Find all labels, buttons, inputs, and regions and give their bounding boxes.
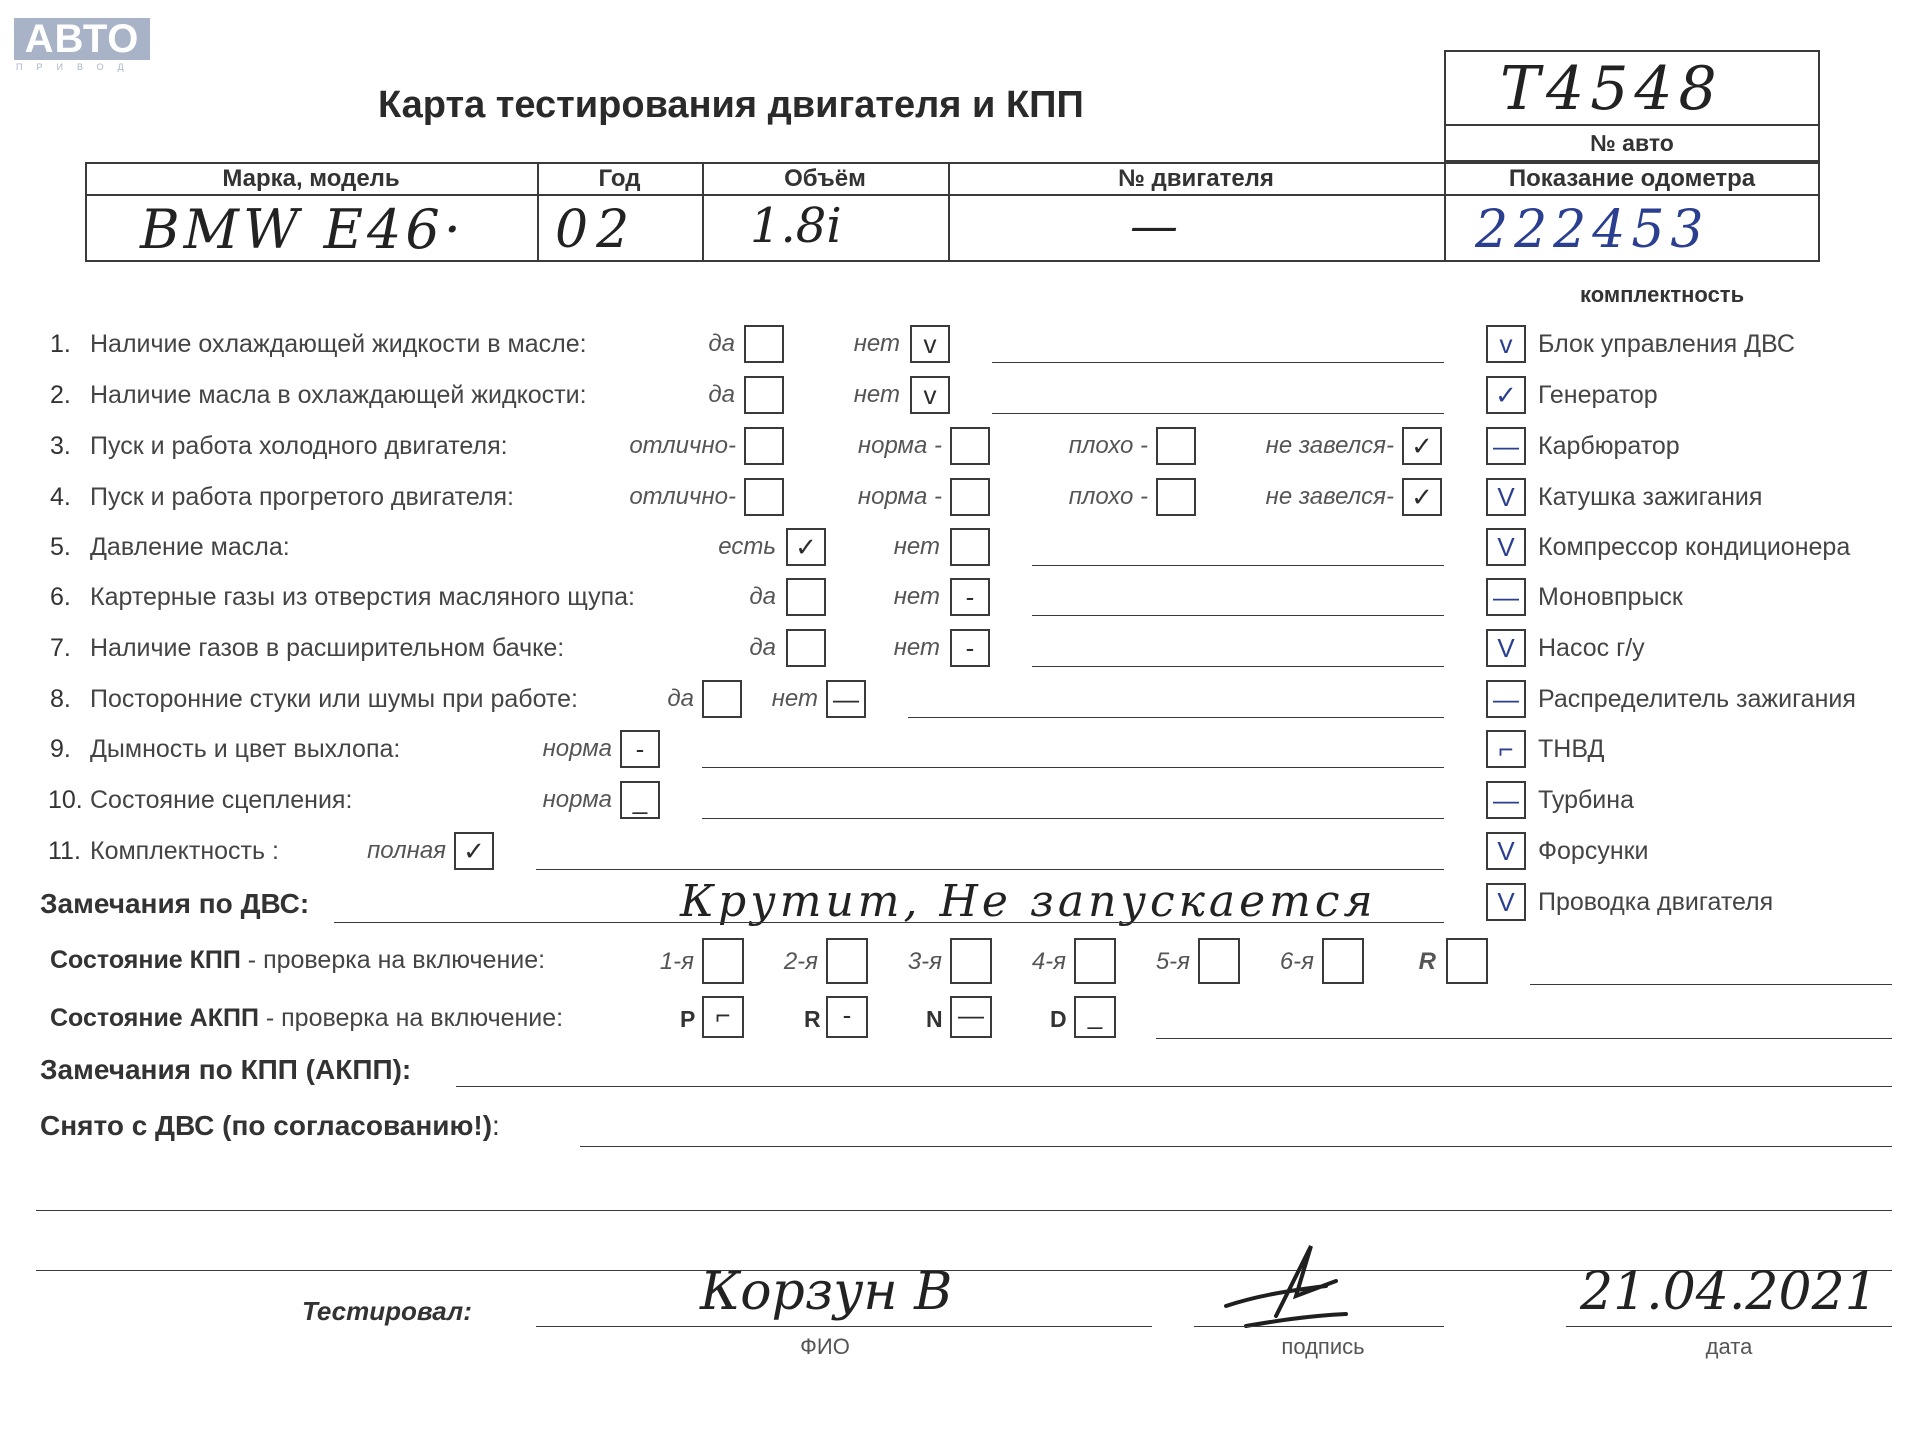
option-label: полная [367,837,446,864]
checkbox-mark: v [923,329,937,359]
option-label: плохо - [1068,483,1148,510]
checkbox-mark: ✓ [1411,431,1433,461]
gear-checkbox[interactable] [1322,938,1364,984]
option-label: отлично- [629,432,736,459]
gear-checkbox[interactable] [702,938,744,984]
option-checkbox[interactable] [744,376,784,414]
question-text: Пуск и работа холодного двигателя: [90,432,508,460]
option-label: нет [853,330,900,357]
gear-checkbox[interactable] [1446,938,1488,984]
mode-label: N [926,1006,943,1032]
auto-gearbox-label [50,1004,563,1033]
manual-gearbox-label [50,946,545,975]
question-number: 1. [50,330,71,358]
completeness-checkbox[interactable] [1486,376,1526,414]
question-text: Состояние сцепления: [90,786,353,814]
mode-label: P [680,1006,696,1032]
option-label: нет [893,634,940,661]
option-label: норма - [857,432,942,459]
remarks-gearbox-label: Замечания по КПП (АКПП): [40,1054,412,1085]
checkbox-mark: — [958,1000,984,1030]
completeness-checkbox[interactable] [1486,832,1526,870]
header-col-odometer: Показание одометра [1508,165,1756,192]
question-number: 3. [50,432,71,460]
car-number-label: № авто [1590,130,1674,156]
removed-label [40,1110,500,1142]
completeness-mark: v [1499,329,1513,359]
header-col-volume: Объём [784,165,866,192]
gear-checkbox[interactable] [950,938,992,984]
question-number: 7. [50,634,71,662]
completeness-checkbox[interactable] [1486,680,1526,718]
question-text: Пуск и работа прогретого двигателя: [90,483,514,511]
completeness-mark: V [1497,482,1515,512]
model-value: BMW E46· [140,198,465,261]
option-label: да [667,685,694,712]
option-label: да [708,381,735,408]
option-checkbox[interactable] [950,578,990,616]
auto-gearbox-label-rest: - проверка на включение: [258,1004,564,1032]
removed-line-1 [580,1146,1892,1147]
answer-line [702,767,1444,768]
completeness-label: Проводка двигателя [1538,888,1774,916]
signature-line [1194,1326,1444,1327]
header-col-year: Год [598,165,641,192]
checkbox-mark: ⌐ [715,1000,731,1030]
mode-checkbox[interactable] [1074,996,1116,1038]
option-label: нет [893,583,940,610]
completeness-label: Насос г/у [1538,634,1645,662]
question-text: Комплектность : [90,837,279,865]
option-checkbox[interactable] [620,730,660,768]
completeness-label: Генератор [1538,381,1658,409]
header-col-model: Марка, модель [222,165,400,192]
checkbox-mark: - [965,582,975,612]
question-text: Давление масла: [90,533,290,561]
option-checkbox[interactable] [702,680,742,718]
question-text: Наличие масла в охлаждающей жидкости: [90,381,587,409]
removed-line-2 [36,1210,1892,1211]
question-number: 5. [50,533,71,561]
date-line [1566,1326,1892,1327]
mode-checkbox[interactable] [950,996,992,1038]
option-label: есть [718,533,776,560]
question-text: Дымность и цвет выхлопа: [90,735,401,763]
removed-label-rest: : [492,1110,500,1141]
option-checkbox[interactable] [786,528,826,566]
answer-line [908,717,1444,718]
completeness-mark: V [1497,633,1515,663]
mode-checkbox[interactable] [702,996,744,1038]
question-text: Картерные газы из отверстия масляного щупа: [90,583,635,611]
question-number: 10. [48,786,83,814]
mode-label: R [804,1006,821,1032]
completeness-mark: V [1497,532,1515,562]
option-checkbox[interactable] [786,629,826,667]
option-label: нет [853,381,900,408]
date-caption: дата [1705,1334,1753,1359]
answer-line [536,869,1444,870]
option-label: отлично- [629,483,736,510]
remarks-engine-value: Крутит, Не запускается [680,876,1377,927]
option-checkbox[interactable] [744,478,784,516]
option-checkbox[interactable] [1402,478,1442,516]
completeness-checkbox[interactable] [1486,478,1526,516]
completeness-mark: — [1493,785,1519,815]
completeness-label: Турбина [1538,786,1634,814]
gear-label: 6-я [1279,948,1314,975]
option-label: плохо - [1068,432,1148,459]
gear-label: 5-я [1155,948,1190,975]
checkbox-mark: - [842,1000,852,1030]
checkbox-mark: _ [1087,1000,1103,1030]
volume-value: 1.8i [750,198,842,254]
question-number: 9. [50,735,71,763]
signature [1216,1236,1366,1336]
question-text: Наличие охлаждающей жидкости в масле: [90,330,587,358]
page-title: Карта тестирования двигателя и КПП [378,84,1084,126]
tested-label: Тестировал: [302,1296,472,1326]
option-checkbox[interactable] [620,781,660,819]
gear-label: 2-я [783,948,818,975]
completeness-title: комплектность [1580,282,1745,307]
manual-gearbox-line [1530,984,1892,985]
question-text: Наличие газов в расширительном бачке: [90,634,565,662]
answer-line [1032,565,1444,566]
option-checkbox[interactable] [744,325,784,363]
option-label: да [749,634,776,661]
gear-checkbox[interactable] [1074,938,1116,984]
option-checkbox[interactable] [786,578,826,616]
checkbox-mark: ✓ [795,532,817,562]
option-checkbox[interactable] [950,629,990,667]
completeness-checkbox[interactable] [1486,629,1526,667]
option-label: да [749,583,776,610]
gear-label: 4-я [1031,948,1066,975]
completeness-mark: V [1497,836,1515,866]
option-label: нет [893,533,940,560]
test-date: 21.04.2021 [1580,1262,1878,1322]
completeness-mark: ⌐ [1498,734,1514,764]
option-checkbox[interactable] [950,478,990,516]
gear-checkbox[interactable] [1198,938,1240,984]
answer-line [1032,666,1444,667]
gear-label: 1-я [659,948,694,975]
name-caption: ФИО [800,1334,850,1359]
company-logo: АВТО [14,18,150,60]
question-number: 8. [50,685,71,713]
answer-line [702,818,1444,819]
engine-number-value: — [1130,198,1178,254]
name-line [536,1326,1152,1327]
completeness-label: Карбюратор [1538,432,1680,460]
question-number: 6. [50,583,71,611]
checkbox-mark: - [965,633,975,663]
question-number: 4. [50,483,71,511]
completeness-label: Блок управления ДВС [1538,330,1795,358]
completeness-checkbox[interactable] [1486,578,1526,616]
signature-caption: подпись [1281,1334,1365,1359]
gear-label: R [1418,948,1436,975]
option-checkbox[interactable] [950,427,990,465]
option-checkbox[interactable] [1402,427,1442,465]
question-text: Посторонние стуки или шумы при работе: [90,685,578,713]
completeness-checkbox[interactable] [1486,528,1526,566]
completeness-checkbox[interactable] [1486,325,1526,363]
completeness-checkbox[interactable] [1486,730,1526,768]
checkbox-mark: - [635,734,645,764]
year-value: 02 [555,200,638,260]
option-label: норма - [857,483,942,510]
completeness-mark: — [1493,431,1519,461]
option-label: нет [771,685,818,712]
company-logo-subtitle: ПРИВОД [16,62,138,72]
car-number-value: T4548 [1500,54,1723,124]
tester-name: Корзун В [700,1262,953,1322]
gear-checkbox[interactable] [826,938,868,984]
completeness-checkbox[interactable] [1486,883,1526,921]
option-label: норма [542,735,612,762]
option-checkbox[interactable] [910,376,950,414]
option-checkbox[interactable] [950,528,990,566]
completeness-label: Моновпрыск [1538,583,1683,611]
completeness-label: Компрессор кондиционера [1538,533,1851,561]
manual-gearbox-label-rest: - проверка на включение: [240,946,546,974]
completeness-mark: — [1493,684,1519,714]
checkbox-mark: ✓ [1411,482,1433,512]
completeness-checkbox[interactable] [1486,781,1526,819]
manual-gearbox-label-bold: Состояние КПП [50,946,241,974]
answer-line [1032,615,1444,616]
completeness-label: ТНВД [1538,735,1605,763]
answer-line [992,413,1444,414]
completeness-label: Катушка зажигания [1538,483,1763,511]
answer-line [992,362,1444,363]
checkbox-mark: ✓ [463,836,485,866]
removed-label-bold: Снято с ДВС (по согласованию!) [40,1110,493,1141]
question-number: 11. [48,837,81,865]
option-checkbox[interactable] [1156,427,1196,465]
gear-label: 3-я [907,948,942,975]
checkbox-mark: _ [632,785,648,815]
completeness-checkbox[interactable] [1486,427,1526,465]
checkbox-mark: v [923,380,937,410]
option-checkbox[interactable] [910,325,950,363]
mode-checkbox[interactable] [826,996,868,1038]
header-col-engine-number: № двигателя [1118,165,1274,192]
option-checkbox[interactable] [1156,478,1196,516]
option-label: не завелся- [1265,432,1394,459]
completeness-mark: V [1497,887,1515,917]
remarks-gearbox-line [456,1086,1892,1087]
mode-label: D [1050,1006,1067,1032]
completeness-mark: ✓ [1495,380,1517,410]
odometer-value: 222453 [1475,200,1710,260]
auto-gearbox-label-bold: Состояние АКПП [50,1004,259,1032]
completeness-mark: — [1493,582,1519,612]
completeness-label: Форсунки [1538,837,1649,865]
option-label: норма [542,786,612,813]
checkbox-mark: — [833,684,859,714]
completeness-label: Распределитель зажигания [1538,685,1856,713]
option-checkbox[interactable] [744,427,784,465]
option-label: да [708,330,735,357]
auto-gearbox-line [1156,1038,1892,1039]
option-checkbox[interactable] [826,680,866,718]
remarks-engine-line [334,922,1444,923]
option-checkbox[interactable] [454,832,494,870]
option-label: не завелся- [1265,483,1394,510]
remarks-engine-label: Замечания по ДВС: [40,888,310,919]
question-number: 2. [50,381,71,409]
